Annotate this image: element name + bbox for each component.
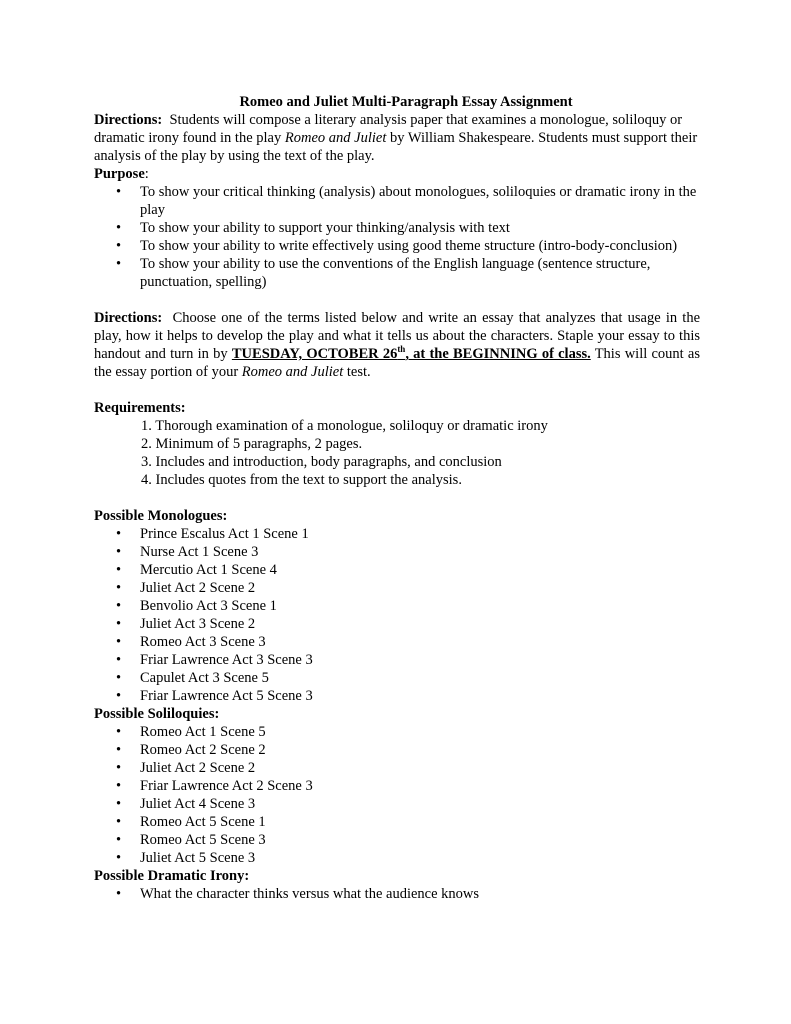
soliloquy-item: • Friar Lawrence Act 2 Scene 3 [94, 777, 700, 795]
directions-label: Directions: [94, 112, 163, 128]
soliloquies-label: Possible Soliloquies: [94, 706, 220, 722]
monologue-item: • Juliet Act 2 Scene 2 [94, 579, 700, 597]
requirements-heading [94, 399, 700, 417]
directions-text-a: Students will compose a literary analysis paper that examines a monologue, soliloquy or dramatic irony found in the play [94, 112, 683, 146]
dramatic-irony-item: • What the character thinks versus what the audience knows [94, 885, 700, 903]
dramatic-irony-label: Possible Dramatic Irony: [94, 868, 250, 884]
dramatic-irony-list [94, 885, 700, 903]
requirement-item: 4. Includes quotes from the text to support the analysis. [141, 472, 462, 488]
monologue-item: • Benvolio Act 3 Scene 1 [94, 597, 700, 615]
monologue-item: • Juliet Act 3 Scene 2 [94, 615, 700, 633]
soliloquy-item: • Juliet Act 4 Scene 3 [94, 795, 700, 813]
monologue-item: • Nurse Act 1 Scene 3 [94, 543, 700, 561]
monologue-item: • Friar Lawrence Act 3 Scene 3 [94, 651, 700, 669]
requirement-item: 1. Thorough examination of a monologue, soliloquy or dramatic irony [141, 418, 548, 434]
monologue-item: • Capulet Act 3 Scene 5 [94, 669, 700, 687]
soliloquy-item: • Romeo Act 2 Scene 2 [94, 741, 700, 759]
soliloquies-heading [94, 705, 700, 723]
soliloquy-item: • Romeo Act 1 Scene 5 [94, 723, 700, 741]
deadline [232, 346, 591, 362]
soliloquy-item: • Romeo Act 5 Scene 1 [94, 813, 700, 831]
dramatic-irony-heading [94, 867, 700, 885]
instructions-text-a: Choose one of the terms listed below and write an essay that analyzes that usage in the play, how it helps to develop the play and what it tells us about the characters. Staple your essay to this handout and turn in by [94, 310, 701, 362]
directions-text-b: by William Shakespeare. Students must support their analysis of the play by using the text of the play. [94, 130, 698, 164]
purpose-list [94, 183, 700, 291]
requirements-label: Requirements: [94, 400, 186, 416]
soliloquies-list [94, 723, 700, 867]
purpose-heading [94, 165, 700, 183]
deadline-date: TUESDAY, OCTOBER 26 [231, 346, 398, 362]
monologues-label: Possible Monologues: [94, 508, 228, 524]
directions-paragraph [94, 111, 700, 165]
soliloquy-item: • Juliet Act 5 Scene 3 [94, 849, 700, 867]
deadline-time: , at the BEGINNING of class. [405, 346, 591, 362]
document-page [94, 93, 700, 903]
monologue-item: • Mercutio Act 1 Scene 4 [94, 561, 700, 579]
purpose-item: • To show your ability to write effectively using good theme structure (intro-body-conclusion) [94, 237, 700, 255]
monologues-heading [94, 507, 700, 525]
monologues-list [94, 525, 700, 705]
requirement-item: 2. Minimum of 5 paragraphs, 2 pages. [141, 436, 363, 452]
instructions-text-c: test. [346, 364, 371, 380]
spacer [94, 291, 700, 309]
soliloquy-item: • Juliet Act 2 Scene 2 [94, 759, 700, 777]
instructions-text-b: This will count as the essay portion of your [94, 346, 700, 380]
soliloquy-item: • Romeo Act 5 Scene 3 [94, 831, 700, 849]
play-title: Romeo and Juliet [284, 130, 387, 146]
purpose-item: • To show your ability to support your thinking/analysis with text [94, 219, 700, 237]
play-title: Romeo and Juliet [241, 364, 344, 380]
spacer [94, 489, 700, 507]
purpose-item: • To show your ability to use the conventions of the English language (sentence structure, punctuation, spelling) [94, 255, 700, 291]
purpose-label: Purpose [94, 166, 145, 182]
spacer [94, 381, 700, 399]
purpose-item: • To show your critical thinking (analysis) about monologues, soliloquies or dramatic irony in the play [94, 183, 700, 219]
purpose-colon: : [144, 166, 149, 182]
requirements-list [94, 417, 700, 489]
deadline-suffix: th [397, 344, 406, 355]
monologue-item: • Prince Escalus Act 1 Scene 1 [94, 525, 700, 543]
instructions-label: Directions: [94, 310, 163, 326]
requirement-item: 3. Includes and introduction, body paragraphs, and conclusion [141, 454, 502, 470]
document-title: Romeo and Juliet Multi-Paragraph Essay Assignment [239, 94, 573, 110]
monologue-item: • Romeo Act 3 Scene 3 [94, 633, 700, 651]
instructions-paragraph [94, 309, 700, 381]
monologue-item: • Friar Lawrence Act 5 Scene 3 [94, 687, 700, 705]
